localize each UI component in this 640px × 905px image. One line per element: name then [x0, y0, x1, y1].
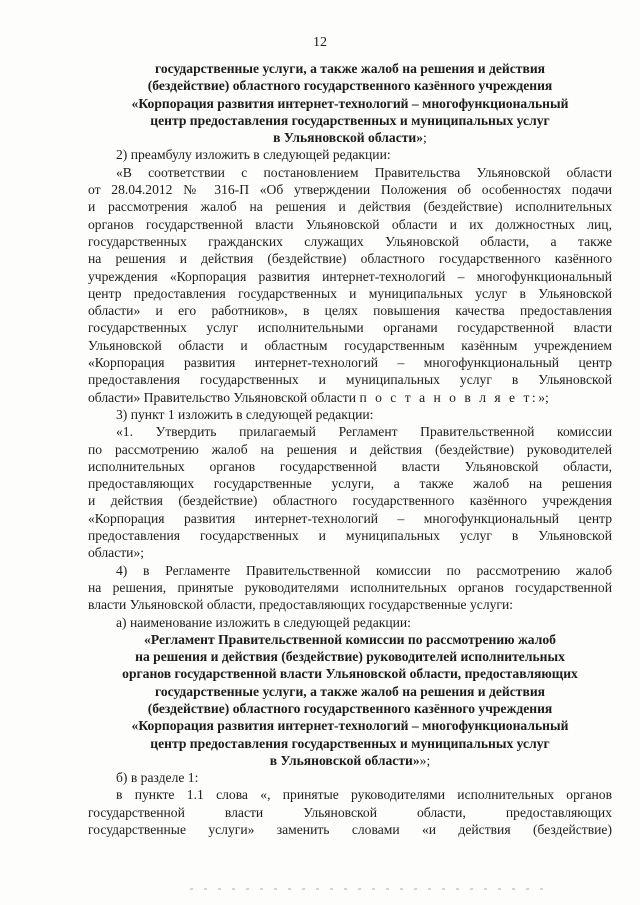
item-3-intro: 3) пункт 1 изложить в следующей редакции:	[116, 406, 374, 422]
document-body	[88, 60, 612, 838]
reg-title-tail: »;	[419, 752, 431, 768]
heading-line-last	[88, 129, 612, 146]
reg-title-line: (бездействие) областного государственного казённого учреждения	[147, 700, 553, 716]
preamble-line: Ульяновской области и областным государственным казённым учреждением	[88, 337, 612, 353]
clause-line: государственной власти Ульяновской области, предоставляющих	[88, 804, 612, 820]
preamble-line: «В соответствии с постановлением Правительства Ульяновской области	[116, 164, 612, 180]
preamble-line: органов государственной власти Ульяновской области и их должностных лиц,	[88, 216, 612, 232]
item-4-line-last: власти Ульяновской области, предоставляющих государственные услуги:	[88, 597, 514, 613]
preamble-line: государственных услуг исполнительными органами государственной власти	[88, 320, 612, 336]
reg-title-line: государственные услуги, а также жалоб на решения и действия	[154, 683, 546, 699]
heading-tail: ;	[423, 130, 427, 146]
item-3-line: предоставления государственных и муниципальных услуг в Ульяновской	[88, 528, 612, 544]
reg-title-line: «Регламент Правительственной комиссии по рассмотрению жалоб	[144, 631, 556, 647]
heading-line: государственные услуги, а также жалоб на решения и действия	[154, 61, 546, 76]
reg-title-line: органов государственной власти Ульяновской области, предоставляющих	[122, 666, 578, 682]
preamble-close: »;	[538, 389, 549, 405]
item-b: б) в разделе 1:	[116, 770, 199, 786]
item-3-line: исполнительных органов государственной власти Ульяновской области,	[88, 458, 612, 474]
preamble-line: государственных гражданских служащих Ульяновской области, а также	[88, 233, 612, 249]
page-number: 12	[313, 35, 327, 50]
clause-line: в пункте 1.1 слова «, принятые руководителями исполнительных органов	[116, 787, 612, 803]
preamble-line: предоставления государственных и муниципальных услуг в Ульяновской	[88, 372, 612, 388]
preamble-line: центр предоставления государственных и муниципальных услуг в Ульяновской	[88, 285, 612, 301]
item-3-line: и действия (бездействие) областного государственного казённого учреждения	[88, 493, 612, 509]
preamble-line-last	[88, 389, 612, 406]
preamble-line: на решения и действия (бездействие) областного государственного казённого	[88, 251, 612, 267]
item-a: а) наименование изложить в следующей редакции:	[116, 614, 411, 630]
item-3-line-last: области»;	[88, 545, 145, 561]
preamble-line: «Корпорация развития интернет-технологий – многофункциональный центр	[88, 355, 612, 371]
reg-title-line: центр предоставления государственных и муниципальных услуг	[150, 735, 550, 751]
reg-title-line: «Корпорация развития интернет-технологий – многофункциональный	[131, 718, 569, 734]
heading-line: (бездействие) областного государственного казённого учреждения	[147, 78, 553, 94]
heading-line: «Корпорация развития интернет-технологий – многофункциональный	[131, 95, 569, 111]
item-3-line: по рассмотрению жалоб на решения и действия (бездействие) руководителей	[88, 441, 612, 457]
reg-title-line: на решения и действия (бездействие) руководителей исполнительных	[135, 649, 565, 665]
reg-title-text: в Ульяновской области»	[269, 752, 420, 768]
preamble-line: и рассмотрения жалоб на решения и действия (бездействие) исполнительных	[88, 199, 612, 215]
item-3-line: «1. Утвердить прилагаемый Регламент Правительственной комиссии	[116, 424, 612, 440]
preamble-line: области» и его работников», в целях повышения качества предоставления	[88, 303, 612, 319]
item-4-line: на решения, принятые руководителями исполнительных органов государственной	[88, 579, 612, 595]
heading-line: центр предоставления государственных и муниципальных услуг	[150, 112, 550, 128]
decree-word: п о с т а н о в л я е т:	[359, 389, 539, 405]
item-3-line: предоставляющих государственные услуги, а также жалоб на решения	[88, 476, 612, 492]
item-4-line: 4) в Регламенте Правительственной комиссии по рассмотрению жалоб	[116, 562, 612, 578]
scan-artifact	[190, 888, 550, 890]
preamble-last-text: области» Правительство Ульяновской области	[88, 389, 357, 405]
heading-text: в Ульяновской области»	[273, 130, 424, 146]
clause-line: государственные услуги» заменить словами «и действия (бездействие)	[88, 822, 612, 838]
item-2-intro: 2) преамбулу изложить в следующей редакции:	[116, 147, 391, 163]
item-3-line: «Корпорация развития интернет-технологий – многофункциональный центр	[88, 510, 612, 526]
reg-title-line-last	[88, 752, 612, 769]
preamble-line: учреждения «Корпорация развития интернет-технологий – многофункциональный	[88, 268, 612, 284]
preamble-line: от 28.04.2012 № 316-П «Об утверждении Положения об особенностях подачи	[88, 182, 612, 198]
